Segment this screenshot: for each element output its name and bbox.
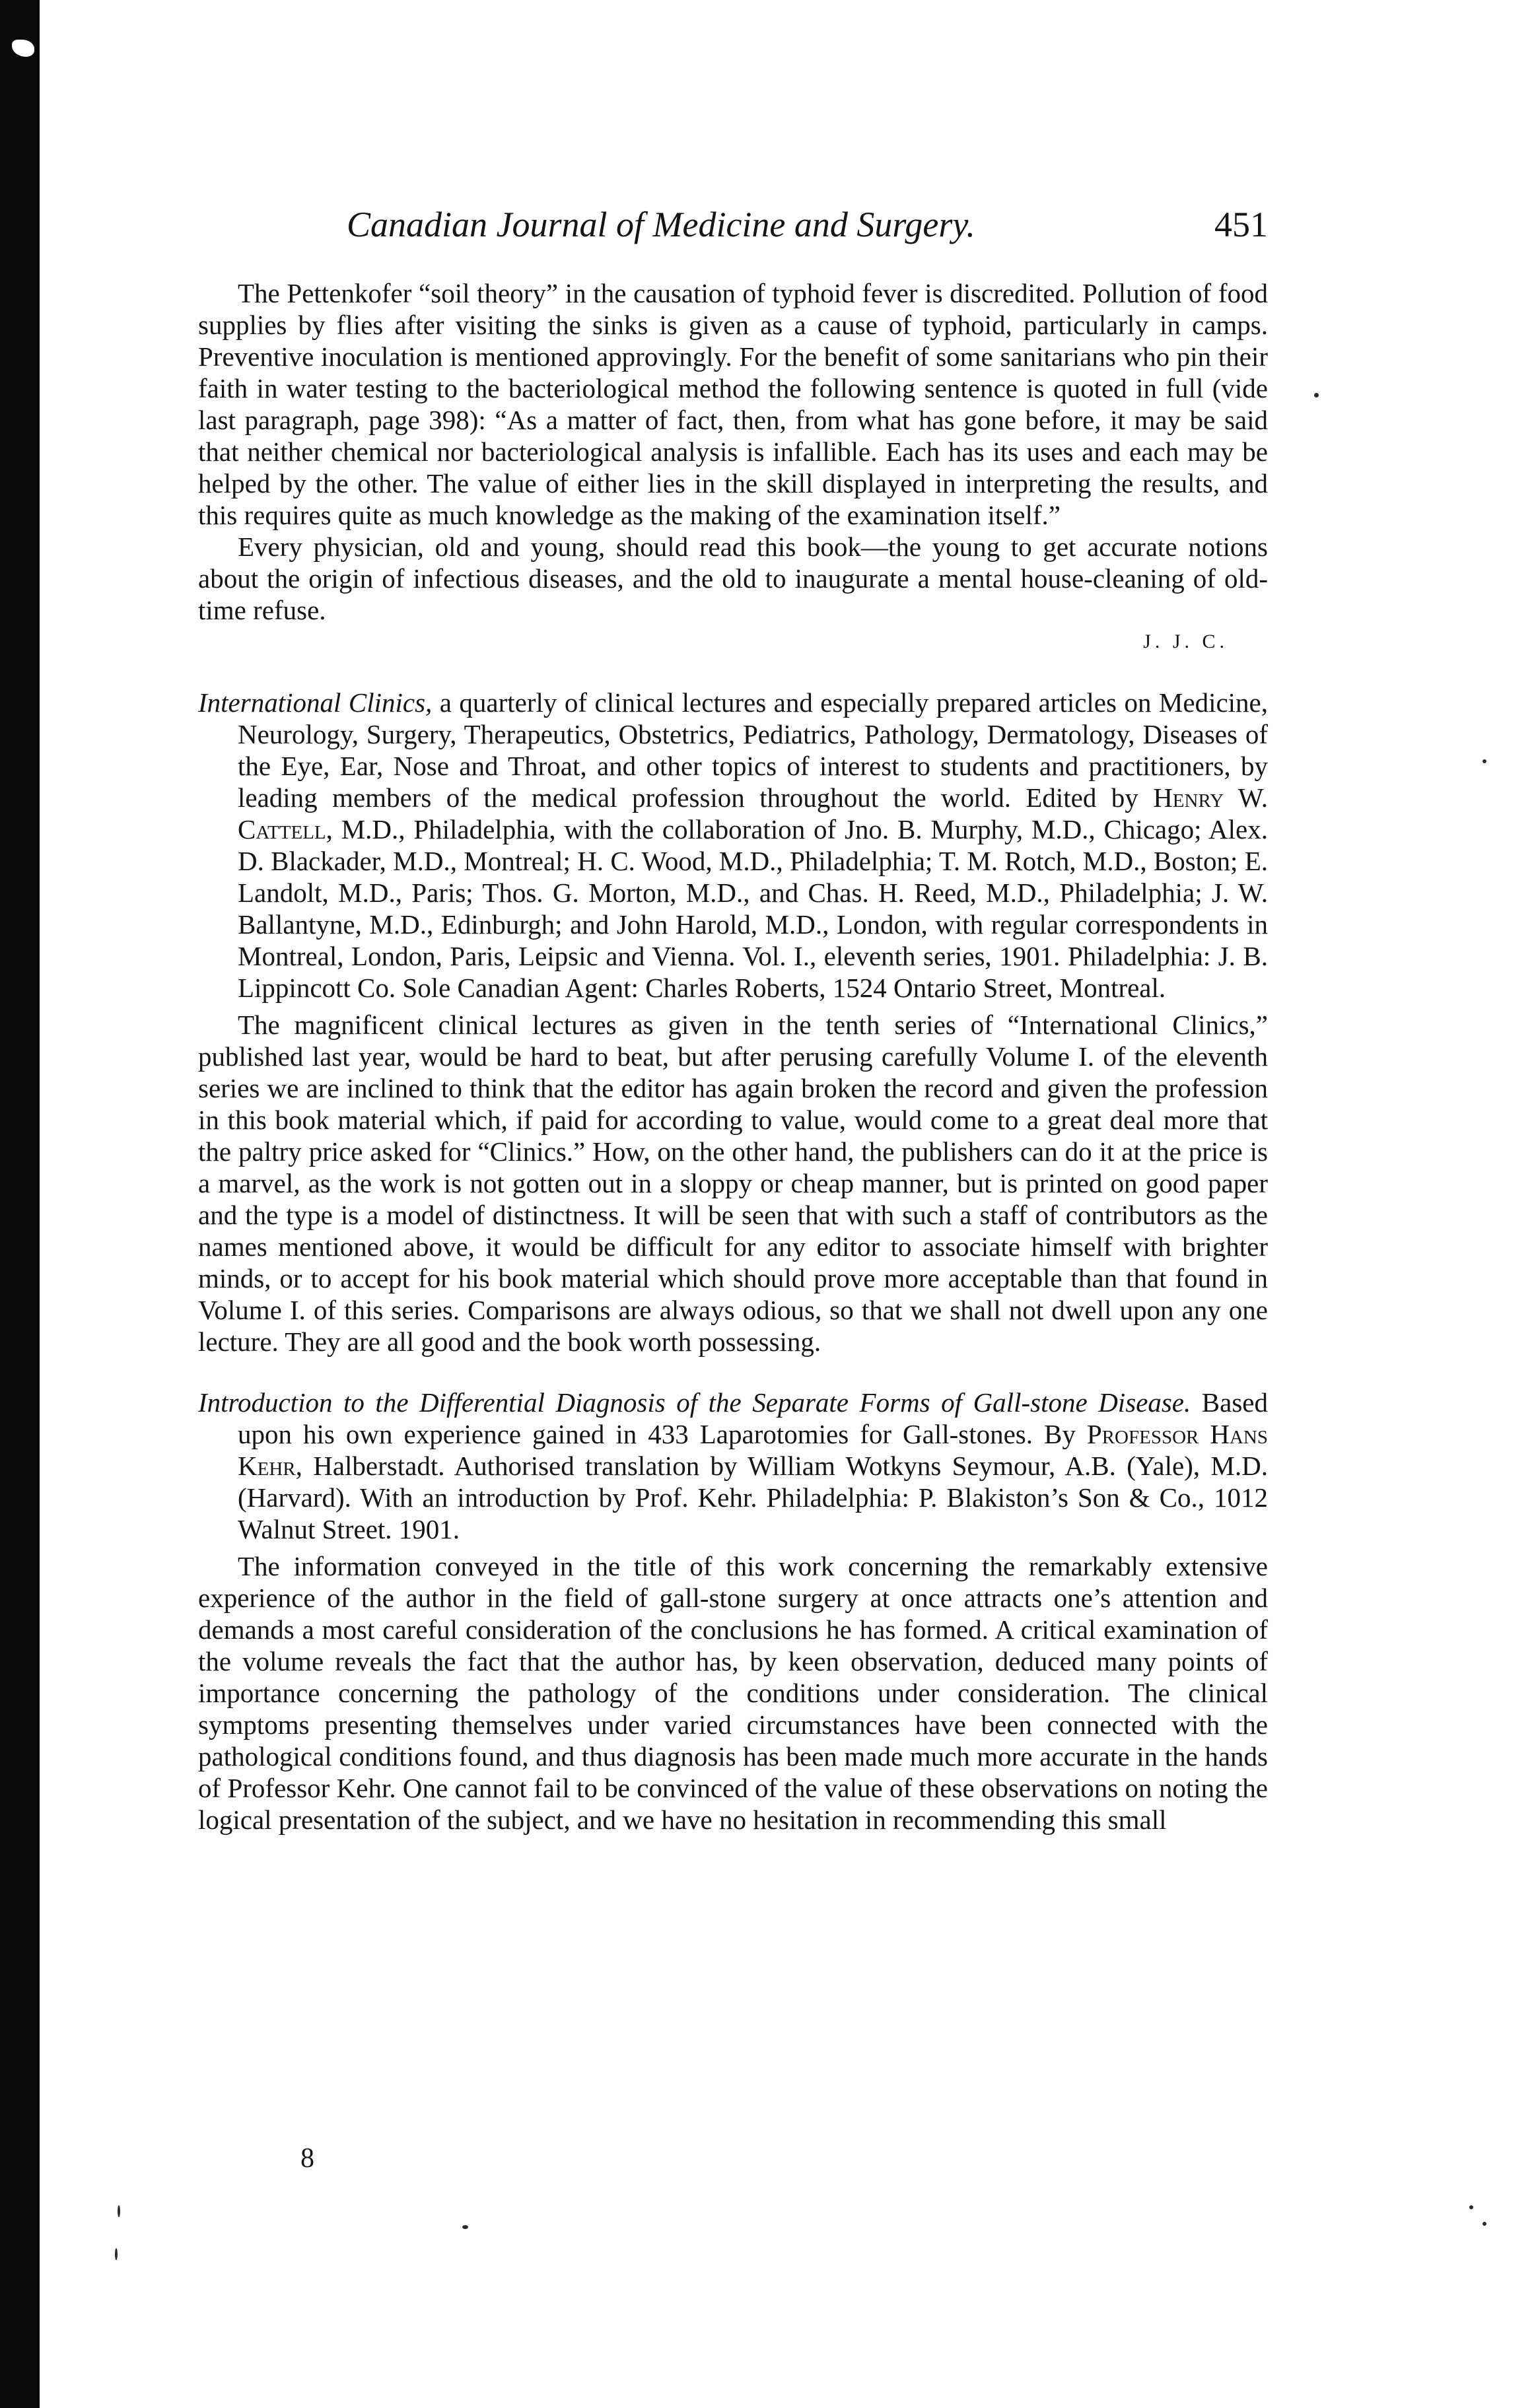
review-paragraph: The Pettenkofer “soil theory” in the causation of typhoid fever is discredited. Pollution of food supplies by flies after visiting the sinks is given as a cause of typhoid, particularly in camps. Preventive inoculation is mentioned approvingly. For the benefit of some sanitarians who pin their faith in water testing to the bacteriological method the following sentence is quoted in full (vide last paragraph, page 398): “As a matter of fact, then, from what has gone before, it may be said that neither chemical nor bacteriological analysis is infallible. Each has its uses and each may be helped by the other. The value of either lies in the skill displayed in interpreting the results, and this requires quite as much knowledge as the making of the examination itself.”: [198, 278, 1268, 530]
entry-text: Based upon his own experience gained in 433 Laparotomies for Gall-stones. By: [238, 1387, 1268, 1449]
entry-text: , Halberstadt. Authorised translation by William Wotkyns Seymour, A.B. (Yale), M.D. (Harvard). With an introduction by Prof. Kehr. Philadelphia: P. Blakiston’s Son & Co., 1012 Walnut Street. 1901.: [238, 1451, 1268, 1544]
review-paragraph: Every physician, old and young, should read this book—the young to get accurate notions about the origin of infectious diseases, and the old to inaugurate a mental house-cleaning of old-time refuse.: [198, 532, 1268, 625]
entry-text: , M.D., Philadelphia, with the collaboration of Jno. B. Murphy, M.D., Chicago; Alex. D. Blackader, M.D., Montreal; H. C. Wood, M.D., Philadelphia; T. M. Rotch, M.D., Boston; E. Landolt, M.D., Paris; Thos. G. Morton, M.D., and Chas. H. Reed, M.D., Philadelphia; J. W. Ballantyne, M.D., Edinburgh; and John Harold, M.D., London, with regular correspondents in Montreal, London, Paris, Leipsic and Vienna. Vol. I., eleventh series, 1901. Philadelphia: J. B. Lippincott Co. Sole Canadian Agent: Charles Roberts, 1524 Ontario Street, Montreal.: [238, 814, 1268, 1003]
bibliographic-entry: [198, 687, 1268, 1004]
running-title: Canadian Journal of Medicine and Surgery.: [347, 205, 975, 244]
binding-notch: [12, 40, 34, 57]
author-name: Professor Hans Kehr: [238, 1419, 1268, 1481]
scan-speck: [462, 2225, 468, 2229]
page-number: 451: [1214, 205, 1268, 244]
scan-speck: [1314, 393, 1319, 397]
review-typhoid-book: [198, 277, 1268, 658]
book-title: International Clinics,: [198, 687, 433, 718]
review-paragraph: The information conveyed in the title of this work concerning the remarkably extensive experience of the author in the field of gall-stone surgery at once attracts one’s attention and demands a most careful consideration of the conclusions he has formed. A critical examination of the volume reveals the fact that the author has, by keen observation, deduced many points of importance concerning the pathology of the conditions under consideration. The clinical symptoms presenting themselves under varied circumstances have been connected with the pathological conditions found, and thus diagnosis has been made much more accurate in the hands of Professor Kehr. One cannot fail to be convinced of the value of these observations on noting the logical presentation of the subject, and we have no hesitation in recommending this small: [198, 1551, 1268, 1835]
review-gall-stone-disease: [198, 1387, 1268, 1836]
page-header: [198, 198, 1268, 251]
scan-speck: [1482, 2222, 1486, 2226]
book-title: Introduction to the Differential Diagnosis of the Separate Forms of Gall-stone Disease.: [198, 1387, 1191, 1418]
review-paragraph: The magnificent clinical lectures as given in the tenth series of “International Clinics,” published last year, would be hard to beat, but after perusing carefully Volume I. of the eleventh series we are inclined to think that the editor has again broken the record and given the profession in this book material which, if paid for according to value, would come to a great deal more that the paltry price asked for “Clinics.” How, on the other hand, the publishers can do it at the price is a marvel, as the work is not gotten out in a sloppy or cheap manner, but is printed on good paper and the type is a model of distinctness. It will be seen that with such a staff of contributors as the names mentioned above, it would be difficult for any editor to associate himself with brighter minds, or to accept for his book material which should prove more acceptable than that found in Volume I. of this series. Comparisons are always odious, so that we shall not dwell upon any one lecture. They are all good and the book worth possessing.: [198, 1010, 1268, 1357]
editor-name: Henry W. Cattell: [238, 782, 1268, 844]
page-body: [198, 277, 1268, 1836]
scan-speck: [115, 2248, 118, 2260]
scanned-binding-edge: [0, 0, 40, 2408]
entry-text: a quarterly of clinical lectures and especially prepared articles on Medicine, Neurology, Surgery, Therapeutics, Obstetrics, Pediatrics, Pathology, Dermatology, Diseases of the Eye, Ear, Nose and Throat, and other topics of interest to students and practitioners, by leading members of the medical profession throughout the world. Edited by: [238, 687, 1269, 813]
scan-speck: [1469, 2205, 1473, 2209]
review-international-clinics: [198, 687, 1268, 1358]
bibliographic-entry: [198, 1387, 1268, 1545]
reviewer-initials: J. J. C.: [1143, 631, 1228, 652]
scan-speck: [1482, 759, 1486, 763]
scan-speck: [118, 2205, 120, 2217]
signature-mark: 8: [300, 2143, 314, 2174]
